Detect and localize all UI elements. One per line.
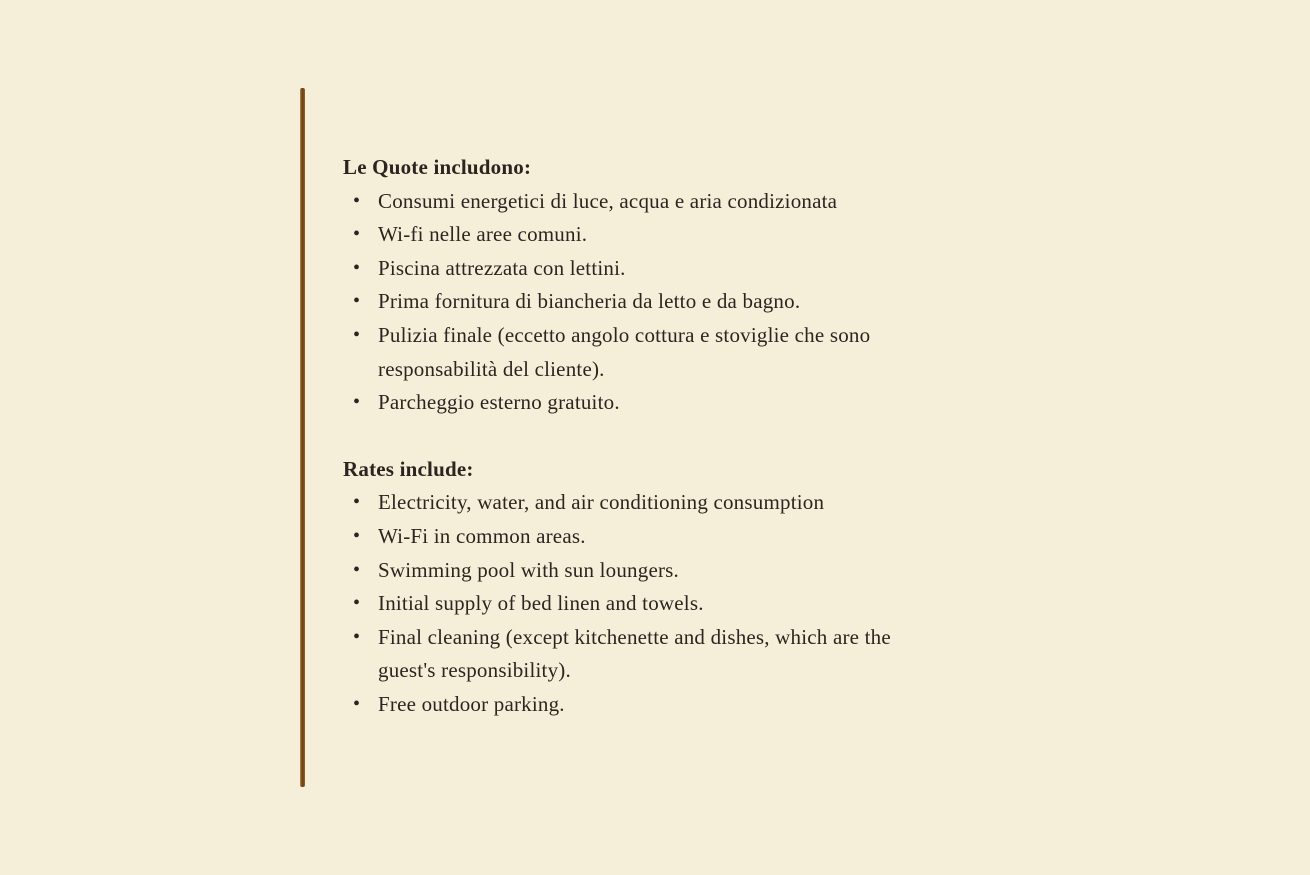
bullet-icon: • xyxy=(353,524,361,547)
bullet-list-english xyxy=(343,486,891,721)
list-item xyxy=(343,218,891,252)
list-item xyxy=(343,185,891,219)
section-italian-rates xyxy=(343,151,891,420)
bullet-icon: • xyxy=(353,256,361,279)
list-item-line: Electricity, water, and air conditioning consumption xyxy=(378,490,825,515)
list-item-line: Final cleaning (except kitchenette and dishes, which are the xyxy=(378,624,891,649)
list-item-line: Swimming pool with sun loungers. xyxy=(378,557,679,582)
list-item-line: Free outdoor parking. xyxy=(378,691,565,716)
list-item-line: guest's responsibility). xyxy=(378,658,571,683)
list-item xyxy=(343,621,891,688)
bullet-icon: • xyxy=(353,625,361,648)
list-item-line: Piscina attrezzata con lettini. xyxy=(378,255,626,280)
section-title-english: Rates include: xyxy=(343,456,474,481)
list-item xyxy=(343,486,891,520)
bullet-icon: • xyxy=(353,491,361,514)
bullet-icon: • xyxy=(353,391,361,414)
section-title-italian: Le Quote includono: xyxy=(343,155,532,179)
list-item-line: Initial supply of bed linen and towels. xyxy=(378,591,704,616)
bullet-icon: • xyxy=(353,323,361,346)
list-item xyxy=(343,587,891,621)
list-item xyxy=(343,252,891,286)
list-item-line: Prima fornitura di biancheria da letto e da bagno. xyxy=(378,289,801,314)
list-item xyxy=(343,319,891,386)
list-item-line: Wi-Fi in common areas. xyxy=(378,523,586,548)
list-item-line: Pulizia finale (eccetto angolo cottura e stoviglie che sono xyxy=(378,322,871,347)
bullet-icon: • xyxy=(353,189,361,212)
section-english-rates xyxy=(343,453,891,722)
content-block xyxy=(343,151,891,722)
list-item xyxy=(343,285,891,319)
list-item xyxy=(343,688,891,722)
bullet-list-italian xyxy=(343,185,891,420)
bullet-icon: • xyxy=(353,290,361,313)
list-item-line: Parcheggio esterno gratuito. xyxy=(378,390,620,415)
list-item-line: Wi-fi nelle aree comuni. xyxy=(378,222,588,247)
bullet-icon: • xyxy=(353,223,361,246)
bullet-icon: • xyxy=(353,692,361,715)
list-item xyxy=(343,520,891,554)
list-item xyxy=(343,554,891,588)
bullet-icon: • xyxy=(353,558,361,581)
vertical-accent-line xyxy=(300,88,305,787)
list-item xyxy=(343,386,891,420)
bullet-icon: • xyxy=(353,592,361,615)
list-item-line: responsabilità del cliente). xyxy=(378,356,605,381)
list-item-line: Consumi energetici di luce, acqua e aria condizionata xyxy=(378,188,838,213)
